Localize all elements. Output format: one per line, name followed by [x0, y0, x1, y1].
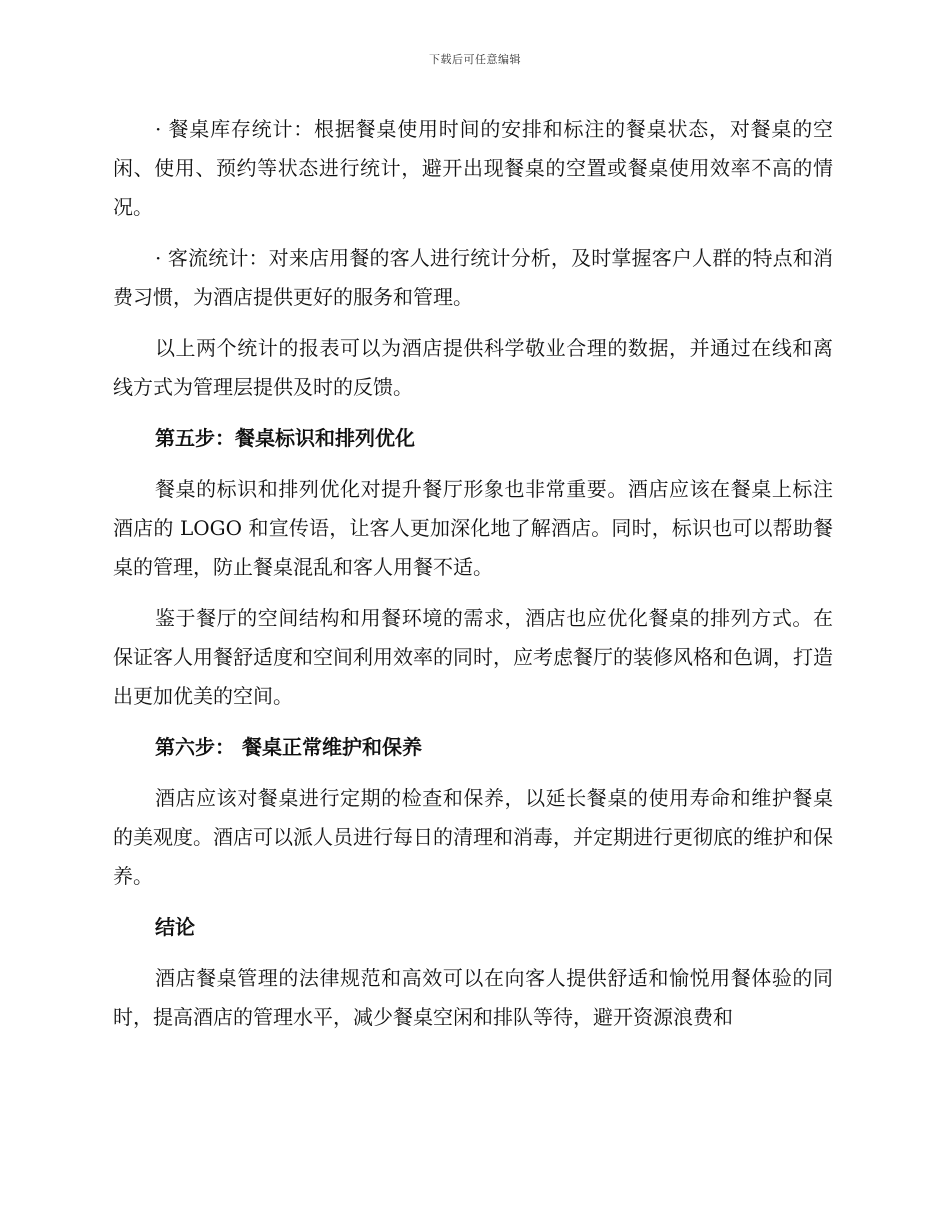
heading-conclusion: 结论 — [155, 915, 195, 939]
paragraph-report-summary: 以上两个统计的报表可以为酒店提供科学敬业合理的数据，并通过在线和离线方式为管理层提供及时的反馈。 — [113, 336, 833, 399]
heading-step-six: 第六步： 餐桌正常维护和保养 — [155, 735, 422, 759]
paragraph-table-inventory-stats: · 餐桌库存统计：根据餐桌使用时间的安排和标注的餐桌状态，对餐桌的空闲、使用、预约等状态进行统计，避开出现餐桌的空置或餐桌使用效率不高的情况。 — [113, 117, 833, 219]
paragraph-table-maintenance: 酒店应该对餐桌进行定期的检查和保养，以延长餐桌的使用寿命和维护餐桌的美观度。酒店可以派人员进行每日的清理和消毒，并定期进行更彻底的维护和保养。 — [113, 786, 833, 888]
document-body — [113, 110, 833, 1049]
page-header-note: 下载后可任意编辑 — [429, 53, 521, 66]
paragraph-conclusion: 酒店餐桌管理的法律规范和高效可以在向客人提供舒适和愉悦用餐体验的同时，提高酒店的管理水平，减少餐桌空闲和排队等待，避开资源浪费和 — [113, 966, 833, 1029]
paragraph-table-arrangement: 鉴于餐厅的空间结构和用餐环境的需求，酒店也应优化餐桌的排列方式。在保证客人用餐舒适度和空间利用效率的同时，应考虑餐厅的装修风格和色调，打造出更加优美的空间。 — [113, 606, 833, 708]
paragraph-customer-flow-stats: · 客流统计：对来店用餐的客人进行统计分析，及时掌握客户人群的特点和消费习惯，为酒店提供更好的服务和管理。 — [113, 246, 833, 309]
paragraph-table-labeling: 餐桌的标识和排列优化对提升餐厅形象也非常重要。酒店应该在餐桌上标注酒店的 LOGO 和宣传语，让客人更加深化地了解酒店。同时，标识也可以帮助餐桌的管理，防止餐桌混乱和客人用餐不适。 — [113, 477, 833, 579]
heading-step-five: 第五步：餐桌标识和排列优化 — [155, 426, 415, 450]
